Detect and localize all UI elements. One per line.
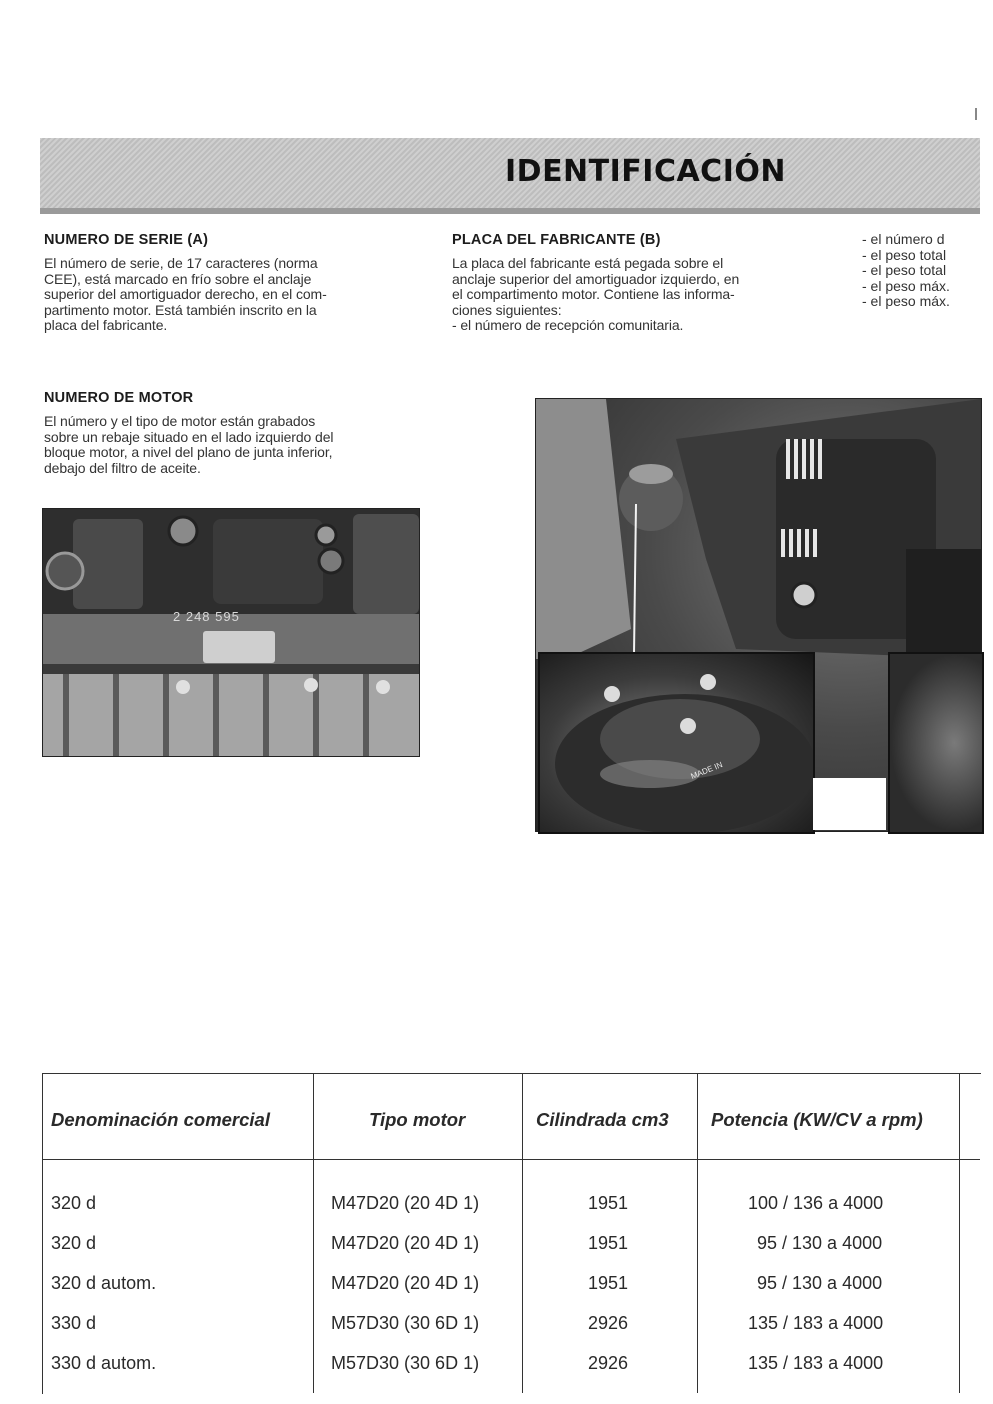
- engine-block-drawing: [43, 509, 419, 756]
- placa-list-item: - el peso total: [862, 246, 947, 263]
- serie-line: CEE), está marcado en frío sobre el anclaje: [44, 270, 312, 287]
- detail-inset-photo: [888, 652, 984, 834]
- table-cell-denominacion: 320 d autom.: [51, 1273, 157, 1293]
- inset-gap: [813, 778, 886, 830]
- page-title: IDENTIFICACIÓN: [505, 154, 786, 189]
- table-cell-tipo-motor: M47D20 (20 4D 1): [331, 1233, 480, 1253]
- table-cell-tipo-motor: M57D30 (30 6D 1): [331, 1353, 480, 1373]
- placa-heading: PLACA DEL FABRICANTE (B): [452, 232, 661, 248]
- table-cell-tipo-motor: M57D30 (30 6D 1): [331, 1313, 480, 1333]
- table-header-divider: [42, 1159, 980, 1160]
- table-cell-cilindrada: 1951: [588, 1273, 629, 1293]
- table-header-denominacion: Denominación comercial: [51, 1109, 270, 1130]
- serie-line: superior del amortiguador derecho, en el com-: [44, 286, 327, 303]
- serie-line: partimento motor. Está también inscrito en la: [44, 301, 317, 318]
- placa-list-item: - el peso máx.: [862, 293, 950, 310]
- table-cell-cilindrada: 1951: [588, 1193, 629, 1213]
- table-cell-denominacion: 330 d: [51, 1313, 97, 1333]
- placa-line: - el número de recepción comunitaria.: [452, 317, 684, 334]
- table-header-potencia: Potencia (KW/CV a rpm): [711, 1109, 923, 1130]
- table-cell-potencia: 100 / 136 a 4000: [748, 1193, 884, 1213]
- serie-paragraph: [44, 256, 419, 334]
- engine-number-stamp: 2 248 595: [173, 609, 240, 624]
- motor-line: sobre un rebaje situado en el lado izquierdo del: [44, 428, 334, 445]
- table-cell-tipo-motor: M47D20 (20 4D 1): [331, 1193, 480, 1213]
- table-column-divider: [959, 1073, 960, 1393]
- table-cell-potencia: 95 / 130 a 4000: [757, 1233, 883, 1253]
- page-corner-mark: [975, 108, 977, 120]
- placa-line: La placa del fabricante está pegada sobre el: [452, 255, 724, 271]
- serie-line: placa del fabricante.: [44, 317, 168, 334]
- manufacturer-plate-label: MADE IN: [689, 760, 724, 781]
- strut-mount-inset-photo: [538, 652, 815, 834]
- motor-line: debajo del filtro de aceite.: [44, 459, 201, 476]
- table-header-cilindrada: Cilindrada cm3: [536, 1109, 669, 1130]
- motor-line: bloque motor, a nivel del plano de junta inferior,: [44, 444, 333, 461]
- placa-list-item: - el peso total: [862, 262, 947, 279]
- table-cell-denominacion: 320 d: [51, 1233, 97, 1253]
- motor-paragraph: [44, 414, 419, 476]
- table-column-divider: [522, 1073, 523, 1393]
- table-cell-potencia: 135 / 183 a 4000: [748, 1313, 884, 1333]
- placa-paragraph: [452, 256, 834, 334]
- motor-heading: NUMERO DE MOTOR: [44, 390, 194, 406]
- placa-list-item: - el número d: [862, 232, 945, 247]
- strut-mount-drawing: [540, 654, 813, 832]
- table-cell-potencia: 95 / 130 a 4000: [757, 1273, 883, 1293]
- table-cell-potencia: 135 / 183 a 4000: [748, 1353, 884, 1373]
- placa-line: ciones siguientes:: [452, 301, 562, 318]
- table-cell-cilindrada: 1951: [588, 1233, 629, 1253]
- serie-heading: NUMERO DE SERIE (A): [44, 232, 209, 248]
- placa-line: el compartimento motor. Contiene las informa-: [452, 286, 735, 303]
- placa-list-item: - el peso máx.: [862, 277, 950, 294]
- table-header-tipo-motor: Tipo motor: [369, 1109, 466, 1130]
- table-column-divider: [313, 1073, 314, 1393]
- table-cell-cilindrada: 2926: [588, 1313, 629, 1333]
- motor-line: El número y el tipo de motor están grabados: [44, 413, 316, 429]
- placa-continued-list: [862, 232, 980, 310]
- serie-line: El número de serie, de 17 caracteres (norma: [44, 255, 318, 271]
- table-cell-denominacion: 330 d autom.: [51, 1353, 157, 1373]
- table-column-divider: [697, 1073, 698, 1393]
- table-cell-cilindrada: 2926: [588, 1353, 629, 1373]
- engine-block-photo: [42, 508, 420, 757]
- table-cell-denominacion: 320 d: [51, 1193, 97, 1213]
- table-cell-tipo-motor: M47D20 (20 4D 1): [331, 1273, 480, 1293]
- placa-line: anclaje superior del amortiguador izquierdo, en: [452, 270, 740, 287]
